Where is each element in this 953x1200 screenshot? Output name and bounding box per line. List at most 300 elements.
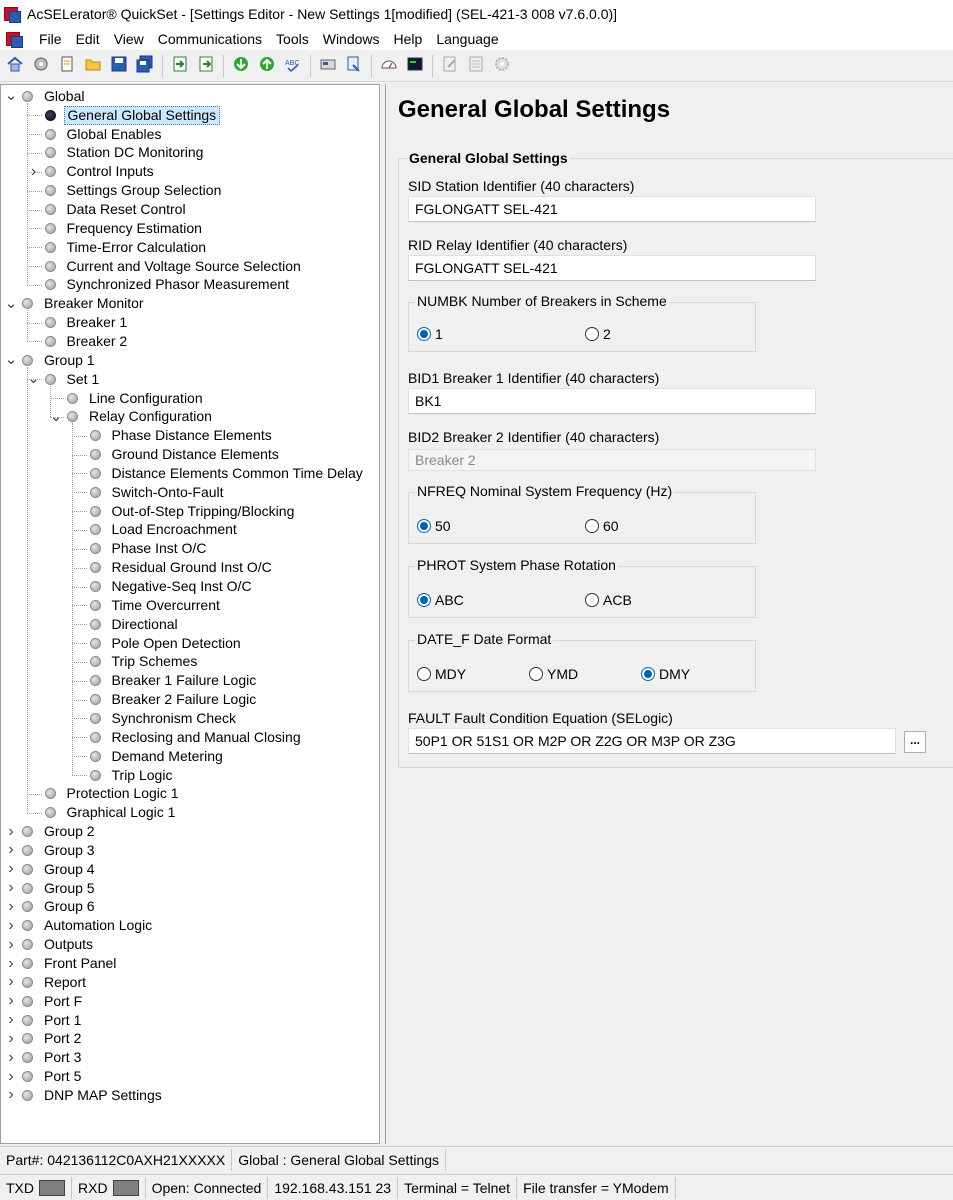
node-icon [90,468,101,479]
expand-chevron-icon[interactable]: › [8,916,14,934]
tree-item-group-1[interactable] [5,351,98,370]
tree-item-label: Group 5 [44,879,95,896]
tree-connector [72,423,73,775]
tree-item-label: Frequency Estimation [66,219,202,236]
tree-item-demand-metering[interactable] [73,747,226,766]
tree-item-port-f[interactable] [5,992,85,1011]
tree-item-label: Trip Logic [111,766,173,783]
node-icon [22,958,33,969]
numbk-box [408,293,756,352]
tree-connector [72,718,87,719]
tree-connector [27,285,42,286]
tree-item-label: DNP MAP Settings [44,1086,162,1103]
tree-item-front-panel[interactable] [5,954,119,973]
compare-icon [345,55,363,76]
tree-item-label: Breaker 1 Failure Logic [111,672,257,689]
group-title: General Global Settings [409,150,568,166]
tree-connector [50,417,65,418]
tree-connector [27,323,42,324]
export-icon [197,55,215,76]
tree-item-label: Settings Group Selection [66,182,222,199]
expand-chevron-icon[interactable]: › [8,992,14,1010]
node-icon [67,411,78,422]
tree-item-label: Synchronized Phasor Measurement [66,276,290,293]
collapse-chevron-icon[interactable]: ⌄ [27,370,40,388]
edit-disabled-button[interactable] [439,55,461,77]
tree-item-report[interactable] [5,973,89,992]
hmi-gauge-icon [380,55,398,76]
save-all-button[interactable] [134,55,156,77]
fault-equation-input[interactable]: 50P1 OR 51S1 OR M2P OR Z2G OR M3P OR Z3G [408,728,896,754]
nfreq-option-60[interactable]: 60 [585,518,619,534]
terminal-button[interactable] [404,55,426,77]
tree-connector [27,115,42,116]
menu-edit[interactable]: Edit [75,31,100,47]
file-transfer-status: File transfer = YModem [517,1177,676,1199]
tree-connector [27,379,42,380]
tree-item-label: Phase Distance Elements [111,427,272,444]
tree-connector [27,341,42,342]
tree-item-synchronism-check[interactable] [73,709,240,728]
node-icon [45,185,56,196]
expand-chevron-icon[interactable]: › [8,1029,14,1047]
tree-connector [72,530,87,531]
document-icon[interactable] [6,30,24,48]
menu-communications[interactable]: Communications [157,31,263,47]
node-icon [90,449,101,460]
tree-item-time-overcurrent[interactable] [73,596,223,615]
tree-connector [27,210,42,211]
settings-wizard-button[interactable] [30,55,52,77]
tree-connector [27,247,42,248]
tree-connector [72,756,87,757]
collapse-chevron-icon[interactable]: ⌄ [4,351,18,369]
tree-connector [72,492,87,493]
tree-item-label: Front Panel [44,955,117,972]
status-bar-lower [0,1174,953,1200]
expand-chevron-icon[interactable]: › [8,822,14,840]
tree-item-control-inputs[interactable] [28,162,157,181]
node-icon [90,487,101,498]
tree-item-out-of-step-tripping-blocking[interactable] [73,502,298,521]
date-format-option-ymd[interactable]: YMD [529,666,578,682]
tree-item-label: Report [44,973,87,990]
tree-item-label: Outputs [44,936,94,953]
gear-disabled-icon [493,55,511,76]
node-icon [45,807,56,818]
import-icon [171,55,189,76]
tree-connector [50,386,51,417]
node-icon [90,581,101,592]
node-icon [90,751,101,762]
tree-connector [27,172,42,173]
phrot-label: PHROT System Phase Rotation [417,557,616,573]
node-icon [45,242,56,253]
tree-item-label: Port 1 [44,1011,82,1028]
node-icon [22,901,33,912]
numbk-option-1[interactable]: 1 [417,326,443,342]
tree-connector [27,813,42,814]
tree-item-group-5[interactable] [5,879,98,898]
bid1-input[interactable]: BK1 [408,388,816,414]
toolbar-separator [223,55,224,77]
tree-item-line-configuration[interactable] [50,389,206,408]
tree-item-label: Pole Open Detection [111,634,241,651]
tree-connector [27,153,42,154]
rxd-led-icon [113,1180,139,1196]
tree-item-reclosing-and-manual-closing[interactable] [73,728,304,747]
expand-chevron-icon[interactable]: › [8,1048,14,1066]
expand-chevron-icon[interactable]: › [8,973,14,991]
tree-connector [72,436,87,437]
settings-wizard-icon [32,55,50,76]
save-all-icon [136,55,154,76]
tree-item-phase-inst-o-c[interactable] [73,539,210,558]
tree-item-outputs[interactable] [5,935,96,954]
bid1-label: BID1 Breaker 1 Identifier (40 characters) [408,370,660,386]
tree-item-group-2[interactable] [5,822,98,841]
hmi-gauge-button[interactable] [378,55,400,77]
node-icon [22,920,33,931]
node-icon [90,619,101,630]
radio-empty-icon [585,327,599,341]
tree-connector [27,191,42,192]
tree-item-label: Port F [44,992,83,1009]
tree-item-label: Synchronism Check [111,709,236,726]
tree-item-trip-schemes[interactable] [73,653,201,672]
settings-editor-panel [385,84,953,1144]
title-bar [0,0,953,28]
node-icon [45,223,56,234]
read-icon [232,55,250,76]
window-title: AcSELerator® QuickSet - [Settings Editor - New Settings 1[modified] (SEL-421-3 008 v7.6.0.0)] [27,6,618,22]
node-icon [45,317,56,328]
tree-item-group-6[interactable] [5,898,98,917]
tree-connector [27,794,42,795]
txd-indicator: TXD [0,1177,72,1199]
node-icon [22,939,33,950]
node-icon [22,996,33,1007]
tree-item-port-1[interactable] [5,1011,84,1030]
node-icon [45,788,56,799]
edit-disabled-icon [441,55,459,76]
node-icon [22,298,33,309]
radio-empty-icon [417,667,431,681]
radio-selected-icon [417,519,431,533]
tree-item-port-5[interactable] [5,1067,84,1086]
node-icon [90,638,101,649]
tree-item-protection-logic-1[interactable] [28,784,182,803]
date-format-option-dmy[interactable]: DMY [641,666,690,682]
expand-chevron-icon[interactable]: › [8,1086,14,1104]
tree-connector [27,266,42,267]
send-button[interactable] [256,55,278,77]
open-folder-icon [84,55,102,76]
node-icon [45,279,56,290]
fault-label: FAULT Fault Condition Equation (SELogic) [408,710,673,726]
rid-input[interactable]: FGLONGATT SEL-421 [408,255,816,281]
tree-item-group-3[interactable] [5,841,98,860]
node-icon [90,524,101,535]
menu-help[interactable]: Help [393,31,423,47]
tree-item-label: Graphical Logic 1 [66,804,176,821]
tree-item-label: Breaker 2 Failure Logic [111,691,257,708]
device-icon [319,55,337,76]
radio-empty-icon [529,667,543,681]
tree-item-label: General Global Settings [64,106,221,125]
tree-item-label: Breaker 2 [66,332,128,349]
toolbar [0,50,953,82]
collapse-chevron-icon[interactable]: ⌄ [4,294,18,312]
tree-connector [72,455,87,456]
tree-item-graphical-logic-1[interactable] [28,803,179,822]
date-format-label: DATE_F Date Format [417,631,552,647]
export-button[interactable] [195,55,217,77]
tree-item-station-dc-monitoring[interactable] [28,144,207,163]
expand-chevron-icon[interactable]: › [8,935,14,953]
status-bar-upper [0,1146,953,1172]
tree-connector [72,605,87,606]
menu-windows[interactable]: Windows [322,31,380,47]
tree-item-label: Data Reset Control [66,201,186,218]
tree-item-residual-ground-inst-o-c[interactable] [73,558,275,577]
node-icon [22,1033,33,1044]
tree-item-label: Global Enables [66,125,162,142]
report-disabled-button[interactable] [465,55,487,77]
tree-item-port-2[interactable] [5,1030,84,1049]
expand-chevron-icon[interactable]: › [8,1067,14,1085]
tree-connector [72,737,87,738]
expand-chevron-icon[interactable]: › [30,162,37,180]
node-icon [90,694,101,705]
tree-item-label: Group 4 [44,860,95,877]
radio-selected-icon [417,327,431,341]
phrot-option-abc[interactable]: ABC [417,592,464,608]
node-icon [22,864,33,875]
tree-item-label: Group 6 [44,898,95,915]
node-icon [90,713,101,724]
app-logo-icon [4,5,22,23]
tree-item-relay-configuration[interactable] [50,407,215,426]
tree-connector [72,624,87,625]
tree-item-label: Trip Schemes [111,653,198,670]
collapse-chevron-icon[interactable]: ⌄ [4,87,18,105]
nfreq-option-50[interactable]: 50 [417,518,451,534]
tree-item-settings-group-selection[interactable] [28,181,225,200]
tree-connector [72,549,87,550]
bid2-input: Breaker 2 [408,449,816,471]
spellcheck-button[interactable] [282,55,304,77]
tree-item-label: Current and Voltage Source Selection [66,257,301,274]
node-icon [22,355,33,366]
collapse-chevron-icon[interactable]: ⌄ [49,407,63,425]
tree-item-distance-elements-common-time-delay[interactable] [73,464,366,483]
tree-item-phase-distance-elements[interactable] [73,426,275,445]
toolbar-separator [371,55,372,77]
tree-item-switch-onto-fault[interactable] [73,483,227,502]
tree-item-label: Port 2 [44,1030,82,1047]
radio-selected-icon [641,667,655,681]
bid2-label: BID2 Breaker 2 Identifier (40 characters) [408,429,660,445]
tree-item-label: Ground Distance Elements [111,446,279,463]
tree-item-breaker-1[interactable] [28,313,131,332]
tree-item-pole-open-detection[interactable] [73,634,244,653]
phrot-option-acb[interactable]: ACB [585,592,632,608]
tree-item-label: Control Inputs [66,163,154,180]
tree-item-label: Line Configuration [89,389,203,406]
tree-item-label: Protection Logic 1 [66,785,179,802]
save-icon [110,55,128,76]
fault-equation-edit-button[interactable]: ... [904,731,926,753]
tree-item-label: Load Encroachment [111,521,237,538]
compare-button[interactable] [343,55,365,77]
node-icon [67,393,78,404]
node-icon [90,732,101,743]
tree-connector [72,511,87,512]
tree-item-label: Residual Ground Inst O/C [111,559,272,576]
tree-connector [72,700,87,701]
expand-chevron-icon[interactable]: › [8,1011,14,1029]
menu-tools[interactable]: Tools [276,31,309,47]
menu-bar [0,28,953,50]
tree-item-synchronized-phasor-measurement[interactable] [28,276,293,295]
tree-item-time-error-calculation[interactable] [28,238,210,257]
tree-item-label: Breaker Monitor [44,295,144,312]
expand-chevron-icon[interactable]: › [8,954,14,972]
part-number: Part#: 042136112C0AXH21XXXXX [0,1149,232,1171]
rid-label: RID Relay Identifier (40 characters) [408,237,628,253]
node-icon [90,506,101,517]
save-button[interactable] [108,55,130,77]
tree-connector [72,473,87,474]
tree-item-current-and-voltage-source-selection[interactable] [28,257,304,276]
tree-item-load-encroachment[interactable] [73,521,240,540]
node-icon [22,883,33,894]
tree-connector [27,367,28,813]
tree-connector [72,587,87,588]
tree-item-breaker-2[interactable] [28,332,131,351]
nfreq-label: NFREQ Nominal System Frequency (Hz) [417,483,673,499]
tree-item-frequency-estimation[interactable] [28,219,205,238]
date-format-option-mdy[interactable]: MDY [417,666,466,682]
open-folder-button[interactable] [82,55,104,77]
import-button[interactable] [169,55,191,77]
tree-item-label: Time Overcurrent [111,596,220,613]
tree-item-global-enables[interactable] [28,125,165,144]
new-document-button[interactable] [56,55,78,77]
numbk-label: NUMBK Number of Breakers in Scheme [417,293,667,309]
sid-input[interactable]: FGLONGATT SEL-421 [408,196,816,222]
node-icon [90,675,101,686]
numbk-option-2[interactable]: 2 [585,326,611,342]
node-icon [90,600,101,611]
node-icon [22,826,33,837]
tree-connector [72,681,87,682]
ip-address: 192.168.43.151 23 [268,1177,398,1199]
expand-chevron-icon[interactable]: › [8,879,14,897]
menu-language[interactable]: Language [436,31,499,47]
tree-item-label: Automation Logic [44,917,153,934]
tree-item-label: Port 5 [44,1068,82,1085]
tree-item-label: Switch-Onto-Fault [111,483,224,500]
read-button[interactable] [230,55,252,77]
tree-item-label: Global [44,87,85,104]
tree-item-label: Out-of-Step Tripping/Blocking [111,502,295,519]
tree-item-directional[interactable] [73,615,181,634]
tree-connector [27,228,42,229]
node-icon [45,166,56,177]
radio-empty-icon [585,593,599,607]
gear-disabled-button[interactable] [491,55,513,77]
node-icon [22,845,33,856]
tree-connector [27,134,42,135]
tree-item-trip-logic[interactable] [73,766,176,785]
toolbar-separator [162,55,163,77]
page-title: General Global Settings [398,96,671,123]
menu-file[interactable]: File [39,31,62,47]
tree-connector [27,103,28,285]
svg-text:ABC: ABC [285,60,300,67]
terminal-status: Terminal = Telnet [398,1177,517,1199]
device-button[interactable] [317,55,339,77]
home-button[interactable] [4,55,26,77]
new-document-icon [58,55,76,76]
expand-chevron-icon[interactable]: › [8,897,14,915]
tree-item-breaker-1-failure-logic[interactable] [73,671,260,690]
tree-item-breaker-2-failure-logic[interactable] [73,690,260,709]
tree-item-general-global-settings[interactable] [28,106,221,125]
spellcheck-icon [284,55,302,76]
tree-item-label: Negative-Seq Inst O/C [111,578,252,595]
connection-status: Open: Connected [146,1177,269,1199]
tree-item-label: Set 1 [66,370,100,387]
node-icon [22,1015,33,1026]
tree-item-label: Station DC Monitoring [66,144,204,161]
tree-item-label: Time-Error Calculation [66,238,207,255]
tree-connector [50,398,65,399]
node-icon [45,147,56,158]
tree-item-negative-seq-inst-o-c[interactable] [73,577,255,596]
node-icon [22,91,33,102]
report-disabled-icon [467,55,485,76]
tree-item-label: Breaker 1 [66,314,128,331]
node-icon [90,543,101,554]
expand-chevron-icon[interactable]: › [8,860,14,878]
tree-item-group-4[interactable] [5,860,98,879]
tree-item-port-3[interactable] [5,1048,84,1067]
terminal-icon [406,55,424,76]
txd-led-icon [39,1180,65,1196]
expand-chevron-icon[interactable]: › [8,841,14,859]
tree-item-dnp-map-settings[interactable] [5,1086,165,1105]
tree-item-label: Port 3 [44,1049,82,1066]
tree-connector [72,643,87,644]
tree-item-label: Group 2 [44,823,95,840]
tree-item-automation-logic[interactable] [5,916,155,935]
node-icon [22,977,33,988]
tree-item-global[interactable] [5,87,87,106]
settings-tree [0,84,380,1144]
node-icon [45,129,56,140]
radio-selected-icon [417,593,431,607]
tree-item-label: Reclosing and Manual Closing [111,728,301,745]
tree-item-label: Phase Inst O/C [111,540,207,557]
tree-item-label: Distance Elements Common Time Delay [111,464,363,481]
menu-view[interactable]: View [113,31,144,47]
sid-label: SID Station Identifier (40 characters) [408,178,635,194]
tree-item-data-reset-control[interactable] [28,200,189,219]
tree-item-ground-distance-elements[interactable] [73,445,282,464]
